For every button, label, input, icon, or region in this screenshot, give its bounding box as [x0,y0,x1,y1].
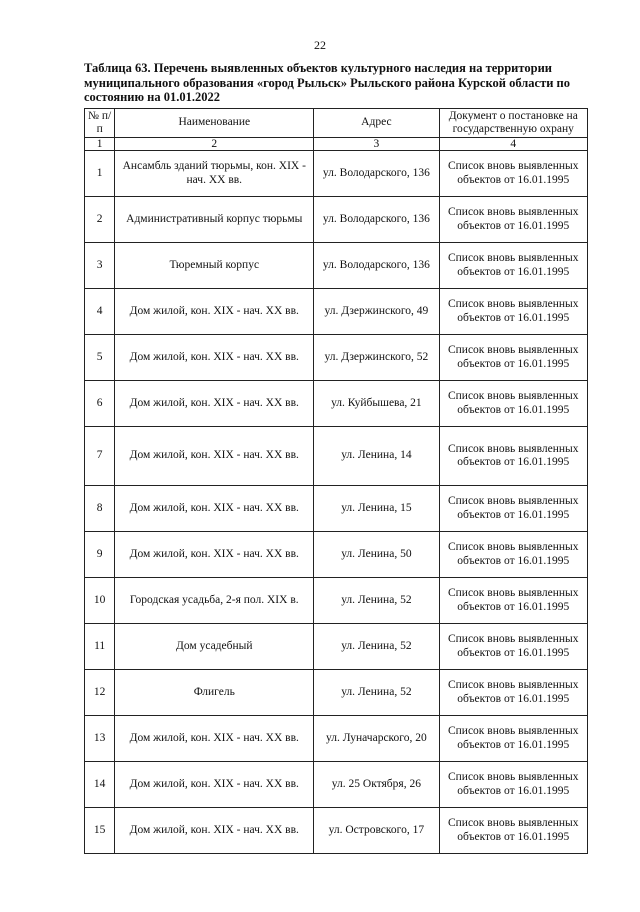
protection-document: Список вновь выявленных объектов от 16.01.1995 [439,532,588,578]
table-row [85,532,588,578]
object-name: Дом жилой, кон. XIX - нач. XX вв. [115,716,314,762]
object-address: ул. Дзержинского, 49 [314,289,439,335]
table-header-row [85,109,588,138]
object-address: ул. 25 Октября, 26 [314,762,439,808]
object-address: ул. Володарского, 136 [314,151,439,197]
row-number: 3 [85,243,115,289]
protection-document: Список вновь выявленных объектов от 16.01.1995 [439,289,588,335]
table-row [85,670,588,716]
table-row [85,381,588,427]
table-body [85,151,588,854]
table-caption: Таблица 63. Перечень выявленных объектов культурного наследия на территории муниципального образования «город Рыльск» Рыльского района Курской области по состоянию на 01.01.2022 [84,61,570,104]
table-row [85,289,588,335]
protection-document: Список вновь выявленных объектов от 16.01.1995 [439,670,588,716]
object-name: Дом жилой, кон. XIX - нач. XX вв. [115,486,314,532]
row-number: 8 [85,486,115,532]
object-address: ул. Луначарского, 20 [314,716,439,762]
protection-document: Список вновь выявленных объектов от 16.01.1995 [439,427,588,486]
object-name: Дом жилой, кон. XIX - нач. XX вв. [115,427,314,486]
table-row [85,486,588,532]
object-address: ул. Островского, 17 [314,808,439,854]
page-number: 22 [314,38,326,52]
object-name: Тюремный корпус [115,243,314,289]
object-address: ул. Ленина, 14 [314,427,439,486]
row-number: 14 [85,762,115,808]
row-number: 4 [85,289,115,335]
protection-document: Список вновь выявленных объектов от 16.01.1995 [439,151,588,197]
column-number: 2 [115,138,314,151]
object-address: ул. Куйбышева, 21 [314,381,439,427]
table-row [85,151,588,197]
protection-document: Список вновь выявленных объектов от 16.01.1995 [439,486,588,532]
row-number: 1 [85,151,115,197]
protection-document: Список вновь выявленных объектов от 16.01.1995 [439,716,588,762]
column-number-row [85,138,588,151]
row-number: 11 [85,624,115,670]
row-number: 13 [85,716,115,762]
object-name: Дом жилой, кон. XIX - нач. XX вв. [115,289,314,335]
table-row [85,427,588,486]
object-name: Дом жилой, кон. XIX - нач. XX вв. [115,381,314,427]
protection-document: Список вновь выявленных объектов от 16.01.1995 [439,578,588,624]
object-name: Дом жилой, кон. XIX - нач. XX вв. [115,808,314,854]
row-number: 7 [85,427,115,486]
column-number: 1 [85,138,115,151]
protection-document: Список вновь выявленных объектов от 16.01.1995 [439,624,588,670]
object-name: Ансамбль зданий тюрьмы, кон. XIX - нач. XX вв. [115,151,314,197]
object-address: ул. Ленина, 52 [314,578,439,624]
header-address: Адрес [314,109,439,138]
object-address: ул. Дзержинского, 52 [314,335,439,381]
heritage-table [84,108,588,854]
object-name: Дом усадебный [115,624,314,670]
row-number: 6 [85,381,115,427]
table-row [85,243,588,289]
object-name: Дом жилой, кон. XIX - нач. XX вв. [115,335,314,381]
object-name: Флигель [115,670,314,716]
column-number: 4 [439,138,588,151]
object-name: Дом жилой, кон. XIX - нач. XX вв. [115,532,314,578]
table-row [85,624,588,670]
row-number: 9 [85,532,115,578]
protection-document: Список вновь выявленных объектов от 16.01.1995 [439,197,588,243]
protection-document: Список вновь выявленных объектов от 16.01.1995 [439,381,588,427]
table-row [85,578,588,624]
protection-document: Список вновь выявленных объектов от 16.01.1995 [439,243,588,289]
protection-document: Список вновь выявленных объектов от 16.01.1995 [439,808,588,854]
row-number: 2 [85,197,115,243]
row-number: 5 [85,335,115,381]
table-row [85,716,588,762]
table-row [85,197,588,243]
header-number: № п/п [85,109,115,138]
protection-document: Список вновь выявленных объектов от 16.01.1995 [439,762,588,808]
object-address: ул. Володарского, 136 [314,243,439,289]
object-address: ул. Володарского, 136 [314,197,439,243]
table-row [85,808,588,854]
row-number: 10 [85,578,115,624]
protection-document: Список вновь выявленных объектов от 16.01.1995 [439,335,588,381]
object-address: ул. Ленина, 52 [314,670,439,716]
table-row [85,762,588,808]
row-number: 15 [85,808,115,854]
object-name: Городская усадьба, 2-я пол. XIX в. [115,578,314,624]
object-address: ул. Ленина, 15 [314,486,439,532]
header-document: Документ о постановке на государственную охрану [439,109,588,138]
object-address: ул. Ленина, 52 [314,624,439,670]
row-number: 12 [85,670,115,716]
object-name: Дом жилой, кон. XIX - нач. XX вв. [115,762,314,808]
object-address: ул. Ленина, 50 [314,532,439,578]
column-number: 3 [314,138,439,151]
header-name: Наименование [115,109,314,138]
object-name: Административный корпус тюрьмы [115,197,314,243]
table-row [85,335,588,381]
